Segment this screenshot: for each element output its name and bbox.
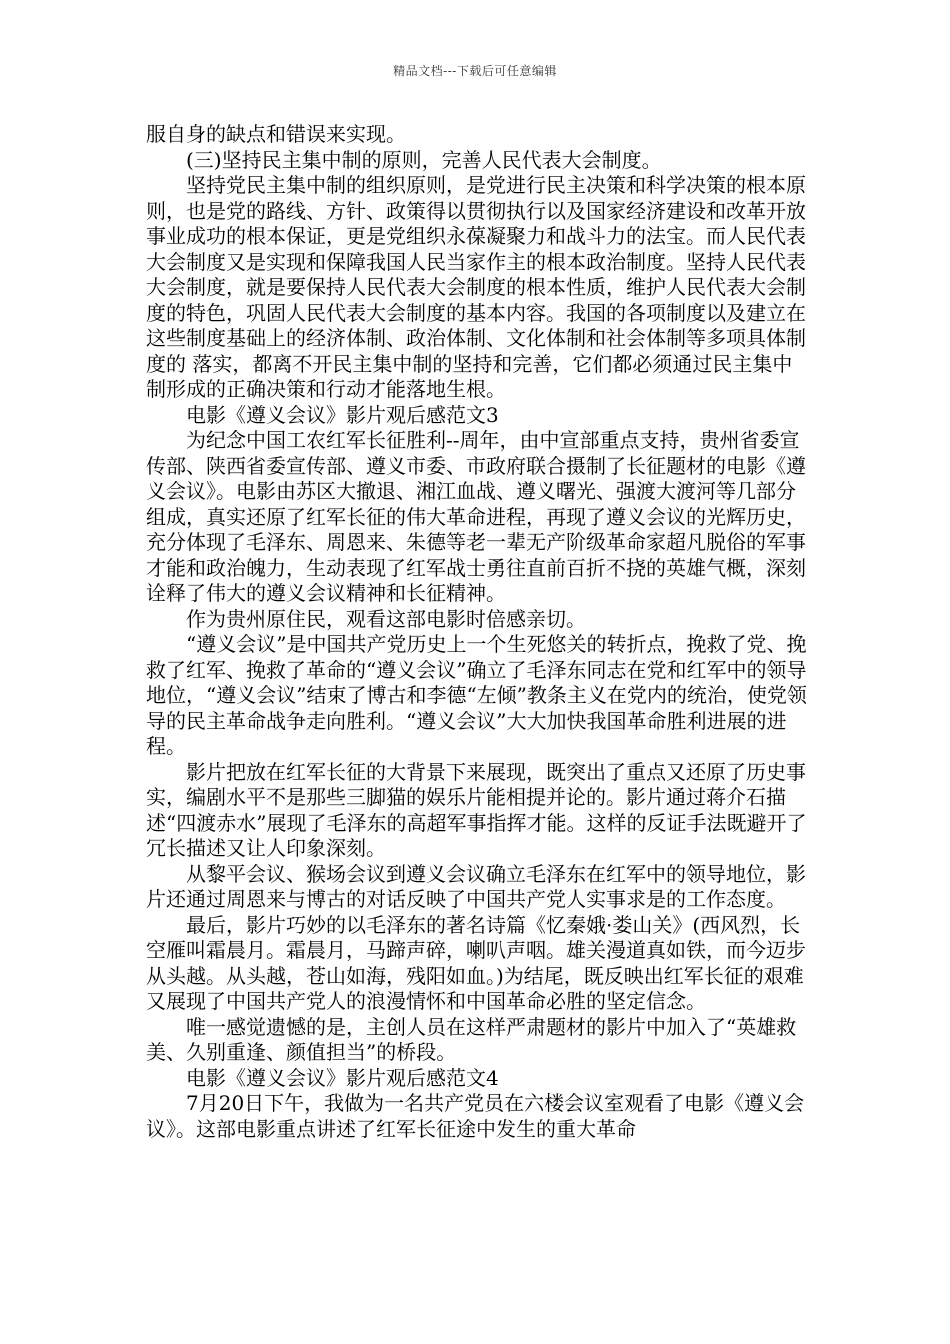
page-header: 精品文档---下载后可任意编辑 [393,64,557,78]
article-title: 电影《遵义会议》影片观后感范文4 [186,1065,499,1090]
paragraph: 为纪念中国工农红军长征胜利--周年，由中宣部重点支持，贵州省委宣传部、陕西省委宣传部、遵义市委、市政府联合摄制了长征题材的电影《遵义会议》。电影由苏区大撤退、湘江血战、遵义曙光、强渡大渡河等几部分组成，真实还原了红军长征的伟大革命进程，再现了遵义会议的光辉历史，充分体现了毛泽东、周恩来、朱德等老一辈无产阶级革命家超凡脱俗的军事才能和政治魄力，生动表现了红军战士勇往直前百折不挠的英雄气概，深刻诠释了伟大的遵义会议精神和长征精神。 [146,428,806,605]
paragraph: 从黎平会议、猴场会议到遵义会议确立毛泽东在红军中的领导地位，影片还通过周恩来与博古的对话反映了中国共产党人实事求是的工作态度。 [146,861,806,911]
article-title: 电影《遵义会议》影片观后感范文3 [186,402,499,427]
document-body [146,122,810,1142]
paragraph: 服自身的缺点和错误来实现。 [146,122,406,146]
paragraph: 影片把放在红军长征的大背景下来展现，既突出了重点又还原了历史事实，编剧水平不是那些三脚猫的娱乐片能相提并论的。影片通过蒋介石描述“四渡赤水”展现了毛泽东的高超军事指挥才能。这样的反证手法既避开了冗长描述又让人印象深刻。 [146,759,807,860]
paragraph: 最后，影片巧妙的以毛泽东的著名诗篇《忆秦娥·娄山关》(西风烈，长空雁叫霜晨月。霜晨月，马蹄声碎，喇叭声咽。雄关漫道真如铁，而今迈步从头越。从头越，苍山如海，残阳如血。)为结尾，既反映出红军长征的艰难又展现了中国共产党人的浪漫情怀和中国革命必胜的坚定信念。 [146,912,806,1013]
paragraph: “遵义会议”是中国共产党历史上一个生死悠关的转折点，挽救了党、挽救了红军、挽救了革命的“遵义会议”确立了毛泽东同志在党和红军中的领导地位，“遵义会议”结束了博古和李德“左倾”教条主义在党内的统治，使党领导的民主革命战争走向胜利。“遵义会议”大大加快我国革命胜利进展的进程。 [146,632,807,758]
paragraph: 7月20日下午，我做为一名共产党员在六楼会议室观看了电影《遵义会议》。这部电影重点讲述了红军长征途中发生的重大革命 [146,1091,805,1141]
paragraph: 作为贵州原住民，观看这部电影时倍感亲切。 [186,606,586,631]
section-heading: (三)坚持民主集中制的原则，完善人民代表大会制度。 [186,147,662,172]
paragraph: 坚持党民主集中制的组织原则，是党进行民主决策和科学决策的根本原则，也是党的路线、方针、政策得以贯彻执行以及国家经济建设和改革开放事业成功的根本保证，更是党组织永葆凝聚力和战斗力的法宝。而人民代表大会制度又是实现和保障我国人民当家作主的根本政治制度。坚持人民代表大会制度，就是要保持人民代表大会制度的根本性质，维护人民代表大会制度的特色，巩固人民代表大会制度的基本内容。我国的各项制度以及建立在这些制度基础上的经济体制、政治体制、文化体制和社会体制等多项具体制度的 落实，都离不开民主集中制的坚持和完善，它们都必须通过民主集中制形成的正确决策和行动才能落地生根。 [146,173,806,401]
paragraph: 唯一感觉遗憾的是，主创人员在这样严肃题材的影片中加入了“英雄救美、久别重逢、颜值担当”的桥段。 [146,1014,797,1064]
